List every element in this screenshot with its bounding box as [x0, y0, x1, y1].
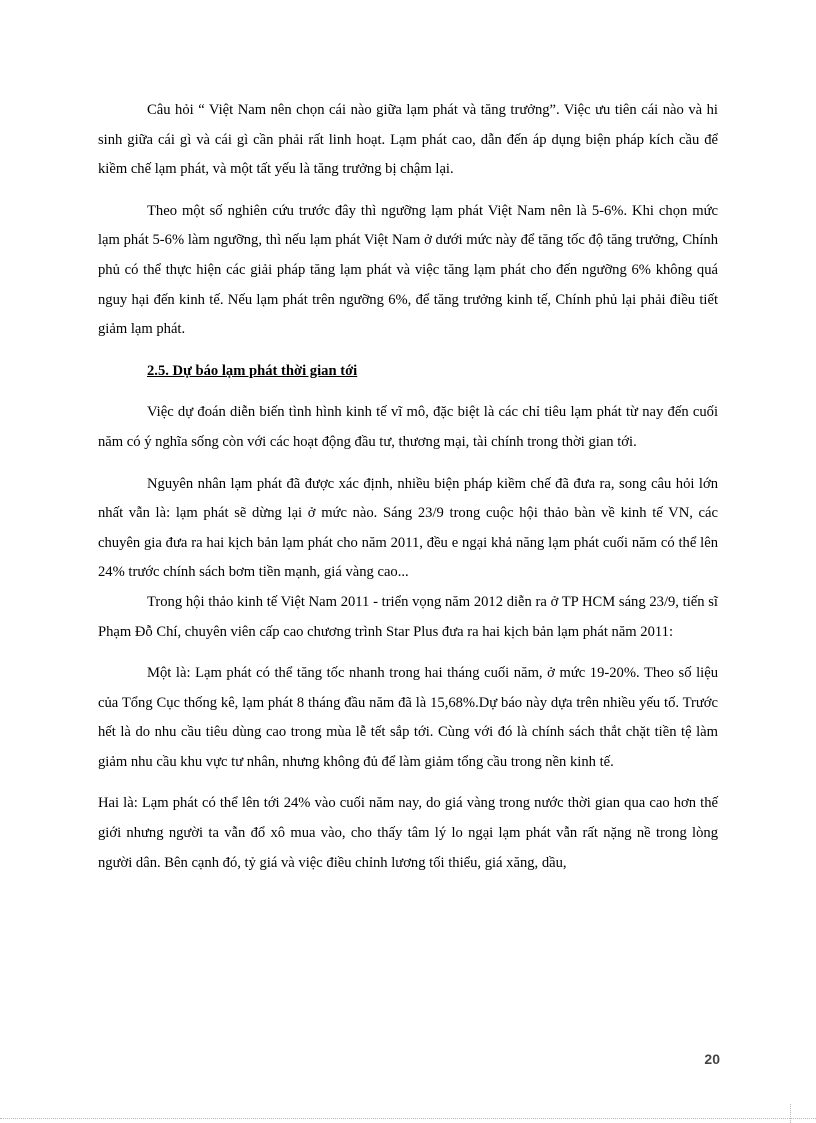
paragraph-forecast-importance: Việc dự đoán diễn biến tình hình kinh tế vĩ mô, đặc biệt là các chỉ tiêu lạm phát từ nay đến cuối năm có ý nghĩa sống còn với các hoạt động đầu tư, thương mại, tài chính trong thời gian tới. — [98, 404, 718, 450]
paragraph-growth-vs-inflation: Câu hỏi “ Việt Nam nên chọn cái nào giữa lạm phát và tăng trưởng”. Việc ưu tiên cái nào và hi sinh giữa cái gì và cái gì cần phải rất linh hoạt. Lạm phát cao, dẫn đến áp dụng biện pháp kích cầu để kiềm chế lạm phát, và một tất yếu là tăng trưởng bị chậm lại. — [98, 102, 718, 178]
paragraph-seminar: Trong hội thảo kinh tế Việt Nam 2011 - triển vọng năm 2012 diễn ra ở TP HCM sáng 23/9, tiến sĩ Phạm Đỗ Chí, chuyên viên cấp cao chương trình Star Plus đưa ra hai kịch bản lạm phát năm 2011: — [98, 593, 718, 640]
footer-divider — [0, 1118, 816, 1119]
paragraph-scenario-two: Hai là: Lạm phát có thể lên tới 24% vào cuối năm nay, do giá vàng trong nước thời gian qua cao hơn thế giới nhưng người ta vẫn đổ xô mua vào, cho thấy tâm lý lo ngại lạm phát vẫn rất nặng nề trong lòng người dân. Bên cạnh đó, tỷ giá và việc điều chỉnh lương tối thiểu, giá xăng, dầu, — [98, 795, 718, 871]
page-number: 20 — [704, 1051, 720, 1067]
paragraph-scenario-one: Một là: Lạm phát có thể tăng tốc nhanh trong hai tháng cuối năm, ở mức 19-20%. Theo số liệu của Tổng Cục thống kê, lạm phát 8 tháng đầu năm đã là 15,68%.Dự báo này dựa trên nhiều yếu tố. Trước hết là do nhu cầu tiêu dùng cao trong mùa lễ tết sắp tới. Cùng với đó là chính sách thắt chặt tiền tệ làm giảm nhu cầu khu vực tư nhân, nhưng không đủ để làm giảm tổng cầu trong nền kinh tế. — [98, 665, 718, 770]
page-body — [98, 96, 718, 878]
paragraph-inflation-causes: Nguyên nhân lạm phát đã được xác định, nhiều biện pháp kiềm chế đã đưa ra, song câu hỏi lớn nhất vẫn là: lạm phát sẽ dừng lại ở mức nào. Sáng 23/9 trong cuộc hội thảo bàn về kinh tế VN, các chuyên gia đưa ra hai kịch bản lạm phát cho năm 2011, đều e ngại khả năng lạm phát cuối năm có thể lên 24% trước chính sách bơm tiền mạnh, giá vàng cao... — [98, 475, 718, 581]
section-heading: 2.5. Dự báo lạm phát thời gian tới — [147, 362, 358, 379]
paragraph-inflation-threshold: Theo một số nghiên cứu trước đây thì ngưỡng lạm phát Việt Nam nên là 5-6%. Khi chọn mức lạm phát 5-6% làm ngưỡng, thì nếu lạm phát Việt Nam ở dưới mức này để tăng tốc độ tăng trưởng, Chính phủ có thể thực hiện các giải pháp tăng lạm phát và việc tăng lạm phát cho đến ngưỡng 6% không quá nguy hại đến kinh tế. Nếu lạm phát trên ngưỡng 6%, để tăng trưởng kinh tế, Chính phủ lại phải điều tiết giảm lạm phát. — [98, 202, 718, 338]
page-corner-divider — [790, 1104, 791, 1123]
